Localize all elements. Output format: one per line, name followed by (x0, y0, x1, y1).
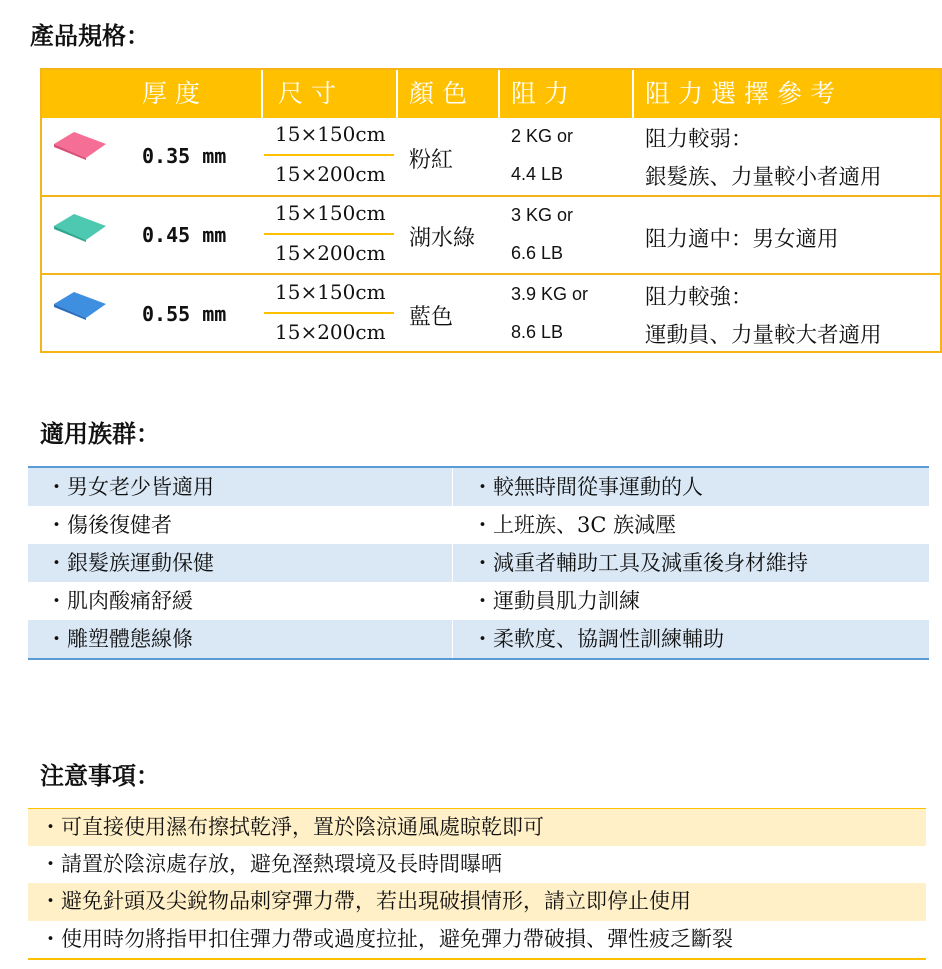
size-value: 15×150cm (275, 122, 386, 146)
audience-item: ・肌肉酸痛舒緩 (46, 589, 193, 613)
audience-item: ・較無時間從事運動的人 (472, 475, 703, 499)
list-item: ・可直接使用濕布擦拭乾淨，置於陰涼通風處晾乾即可 (28, 808, 926, 846)
column-divider (452, 620, 453, 658)
row-separator (42, 195, 940, 197)
audience-item: ・男女老少皆適用 (46, 475, 214, 499)
header-divider (396, 70, 398, 118)
notes-heading: 注意事項： (40, 762, 160, 790)
header-resistance: 阻力 (511, 79, 578, 108)
size-value: 15×150cm (275, 201, 386, 225)
column-divider (452, 468, 453, 506)
size-value: 15×200cm (275, 320, 386, 344)
spec-table (40, 68, 942, 353)
thickness-value: 0.55 mm (142, 302, 227, 326)
resistance-value: 3 KG or (511, 205, 574, 225)
size-divider (264, 312, 394, 314)
table-row (28, 582, 929, 620)
color-value: 粉紅 (409, 148, 454, 173)
audience-table (28, 466, 929, 660)
header-divider (261, 70, 263, 118)
spec-header-row (42, 70, 940, 118)
audience-item: ・雕塑體態線條 (46, 627, 193, 651)
header-thickness: 厚度 (142, 79, 209, 108)
blue-band-image (52, 290, 108, 320)
audience-item: ・運動員肌力訓練 (472, 589, 640, 613)
table-row (28, 544, 929, 582)
thickness-value: 0.45 mm (142, 223, 227, 247)
reference-text: 運動員、力量較大者適用 (645, 323, 882, 348)
notes-table (28, 808, 926, 960)
audience-item: ・上班族、3C 族減壓 (472, 513, 677, 537)
spec-heading: 產品規格： (30, 22, 150, 50)
reference-text: 阻力較強： (645, 285, 753, 310)
size-divider (264, 154, 394, 156)
resistance-value: 2 KG or (511, 126, 574, 146)
list-item: ・避免針頭及尖銳物品刺穿彈力帶，若出現破損情形，請立即停止使用 (28, 883, 926, 921)
resistance-value: 3.9 KG or (511, 284, 589, 304)
aqua-band-image (52, 212, 108, 242)
header-divider (498, 70, 500, 118)
color-value: 湖水綠 (409, 226, 476, 251)
header-size: 尺寸 (278, 79, 345, 108)
size-divider (264, 233, 394, 235)
header-color: 顏色 (409, 79, 476, 108)
header-reference: 阻力選擇參考 (645, 79, 844, 108)
audience-item: ・銀髮族運動保健 (46, 551, 214, 575)
resistance-value: 4.4 LB (511, 164, 564, 184)
resistance-value: 8.6 LB (511, 322, 564, 342)
reference-text: 阻力適中：男女適用 (645, 227, 839, 252)
size-value: 15×200cm (275, 241, 386, 265)
list-item: ・請置於陰涼處存放，避免溼熱環境及長時間曝晒 (40, 851, 502, 876)
color-value: 藍色 (409, 305, 454, 330)
reference-text: 銀髮族、力量較小者適用 (645, 165, 882, 190)
header-divider (632, 70, 634, 118)
column-divider (452, 544, 453, 582)
row-separator (42, 273, 940, 275)
audience-heading: 適用族群： (40, 420, 160, 448)
audience-item: ・傷後復健者 (46, 513, 172, 537)
audience-item: ・減重者輔助工具及減重後身材維持 (472, 551, 808, 575)
size-value: 15×200cm (275, 162, 386, 186)
resistance-value: 6.6 LB (511, 243, 564, 263)
table-row (28, 468, 929, 506)
pink-band-image (52, 130, 108, 160)
audience-item: ・柔軟度、協調性訓練輔助 (472, 627, 724, 651)
reference-text: 阻力較弱： (645, 127, 753, 152)
size-value: 15×150cm (275, 280, 386, 304)
list-item: ・使用時勿將指甲扣住彈力帶或過度拉扯，避免彈力帶破損、彈性疲乏斷裂 (40, 926, 733, 951)
thickness-value: 0.35 mm (142, 144, 227, 168)
table-row (28, 506, 929, 544)
table-row (28, 620, 929, 658)
